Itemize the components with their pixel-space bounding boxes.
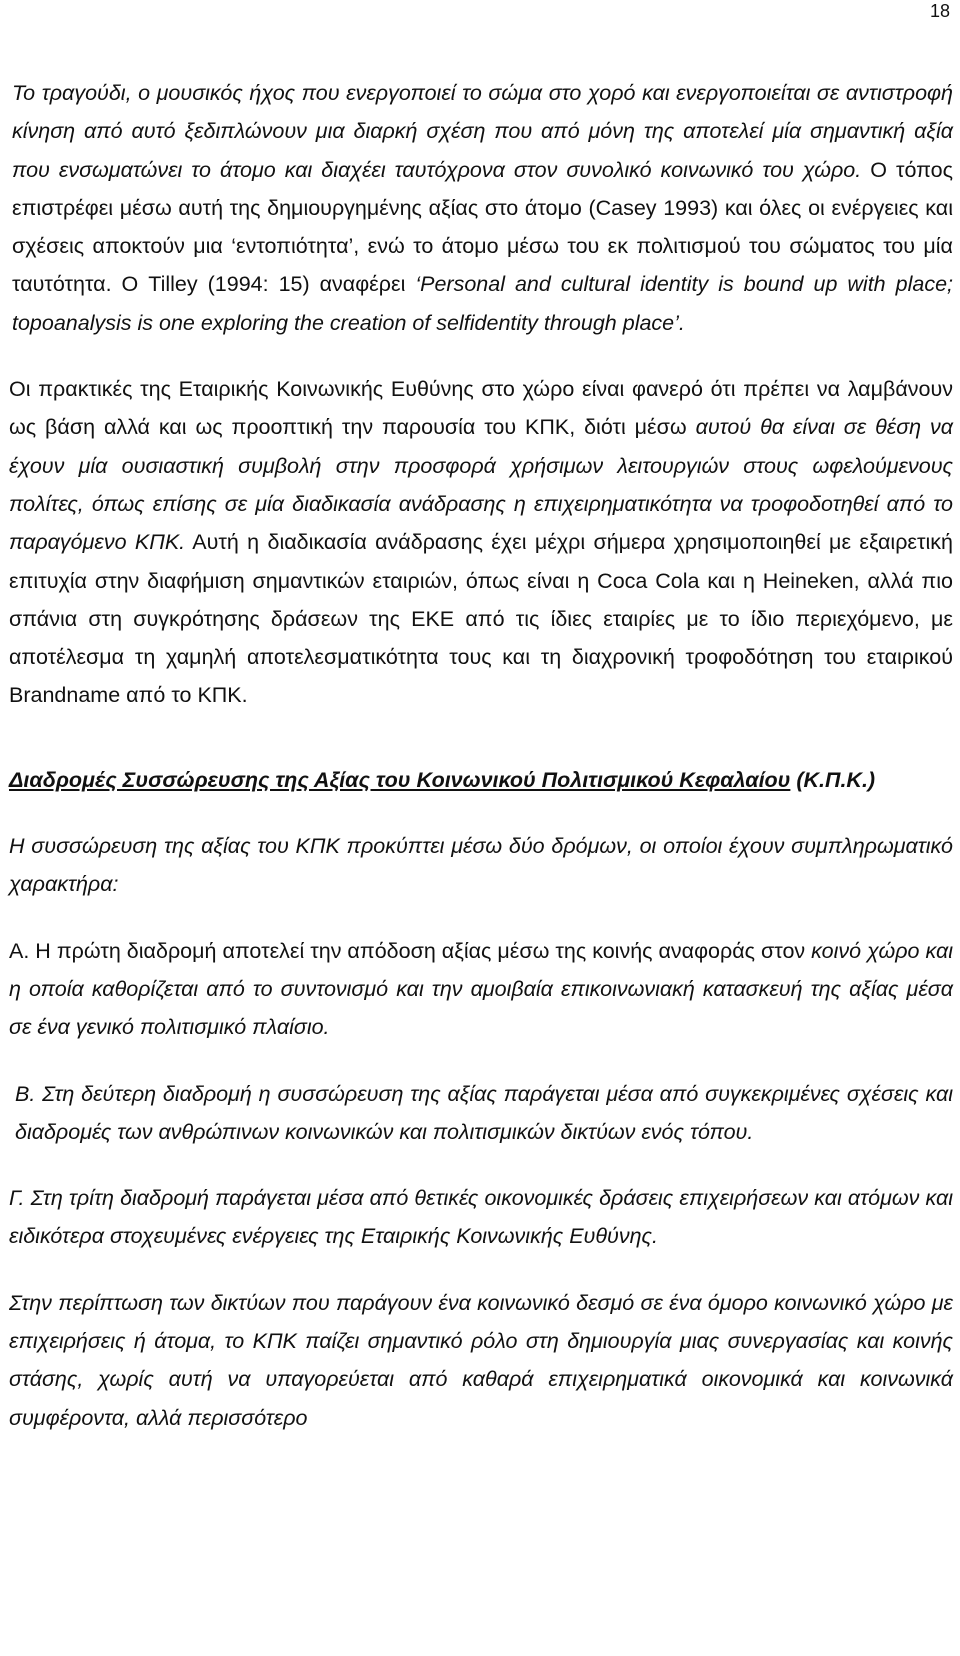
route-item-a-line-2: κοινό χώρο και η οποία καθορίζεται από το συντονισμό και την αμοιβαία επικοινωνιακή κατασκευή της αξίας μέσα σε ένα γενικό πολιτισμικό πλαίσιο. [9,938,953,1040]
route-item-a-line-1: Α. Η πρώτη διαδρομή αποτελεί την απόδοση αξίας μέσω της κοινής αναφοράς στον [9,938,812,963]
paragraph-2-part-3: Αυτή η διαδικασία ανάδρασης έχει μέχρι σήμερα χρησιμοποιηθεί με εξαιρετική επιτυχία στην διαφήμιση σημαντικών εταιριών, όπως είναι η Coca Cola και η Heineken, αλλά πιο σπάνια στη συγκρότησης δράσεων της ΕΚΕ από τις ίδιες εταιρίες με το ίδιο περιεχόμενο, με αποτέλεσμα τη χαμηλή αποτελεσματικότητα τους και τη διαχρονική τροφοδότηση του εταιρικού Brandname από το ΚΠΚ. [9,530,953,708]
paragraph-1 [9,74,953,342]
paragraph-2 [9,370,953,715]
paragraph-2-italic-part: αυτού θα είναι σε θέση να έχουν μία ουσιαστική συμβολή στην προσφορά χρήσιμων λειτουργιών στους ωφελούμενους πολίτες, όπως επίσης σε μία διαδικασία ανάδρασης η επιχειρηματικότητα να τροφοδοτηθεί από το παραγόμενο ΚΠΚ. [9,415,954,555]
paragraph-2-part-1: Οι πρακτικές της Εταιρικής Κοινωνικής Ευθύνης στο χώρο είναι φανερό ότι πρέπει να λαμβάνουν ως βάση αλλά και ως προοπτική την παρουσία του ΚΠΚ, διότι μέσω [9,377,953,440]
paragraph-1-quote: ‘Personal and cultural identity is bound up with place; topoanalysis is one exploring the creation of selfidentity through place’. [12,272,953,335]
section-heading-underlined: Διαδρομές Συσσώρευσης της Αξίας του Κοινωνικού Πολιτισμικού Κεφαλαίου [9,767,791,792]
route-item-a [9,932,953,1047]
paragraph-4: Στην περίπτωση των δικτύων που παράγουν ένα κοινωνικό δεσμό σε ένα όμορο κοινωνικό χώρο με επιχειρήσεις ή άτομα, το ΚΠΚ παίζει σημαντικό ρόλο στη δημιουργία μιας συνεργασίας και κοινής στάσης, χωρίς αυτή να υπαγορεύεται από καθαρά επιχειρηματικά οικονομικά και κοινωνικά συμφέροντα, αλλά περισσότερο [9,1290,953,1430]
document-body [9,74,953,1437]
paragraph-1-italic-part: Το τραγούδι, ο μουσικός ήχος που ενεργοποιεί το σώμα στο χορό και ενεργοποιείται σε αντιστροφή κίνηση από αυτό ξεδιπλώνουν μια διαρκή σχέση που από μόνη της αποτελεί μία σημαντική αξία που ενσωματώνει το άτομο και διαχέει ταυτόχρονα στον συνολικό κοινωνικό του χώρο. [12,81,953,182]
page-number: 18 [929,1,950,21]
paragraph-1-normal-part: Ο τόπος επιστρέφει μέσω αυτή της δημιουργημένης αξίας στο άτομο (Casey 1993) και όλες οι ενέργειες και σχέσεις αποκτούν μια ‘εντοπιότητα’, ενώ το άτομο μέσω του εκ πολιτισμού του σώματος του μία ταυτότητα. Ο Tilley (1994: 15) αναφέρει [12,157,953,297]
route-item-c: Γ. Στη τρίτη διαδρομή παράγεται μέσα από θετικές οικονομικές δράσεις επιχειρήσεων και ατόμων και ειδικότερα στοχευμένες ενέργειες της Εταιρικής Κοινωνικής Ευθύνης. [9,1186,953,1249]
paragraph-3: Η συσσώρευση της αξίας του ΚΠΚ προκύπτει μέσω δύο δρόμων, οι οποίοι έχουν συμπληρωματικό χαρακτήρα: [9,834,953,897]
section-heading [9,761,953,799]
section-heading-abbrev: (Κ.Π.Κ.) [790,767,876,792]
route-item-b: Β. Στη δεύτερη διαδρομή η συσσώρευση της αξίας παράγεται μέσα από συγκεκριμένες σχέσεις και διαδρομές των ανθρώπινων κοινωνικών και πολιτισμικών δικτύων ενός τόπου. [15,1081,953,1144]
